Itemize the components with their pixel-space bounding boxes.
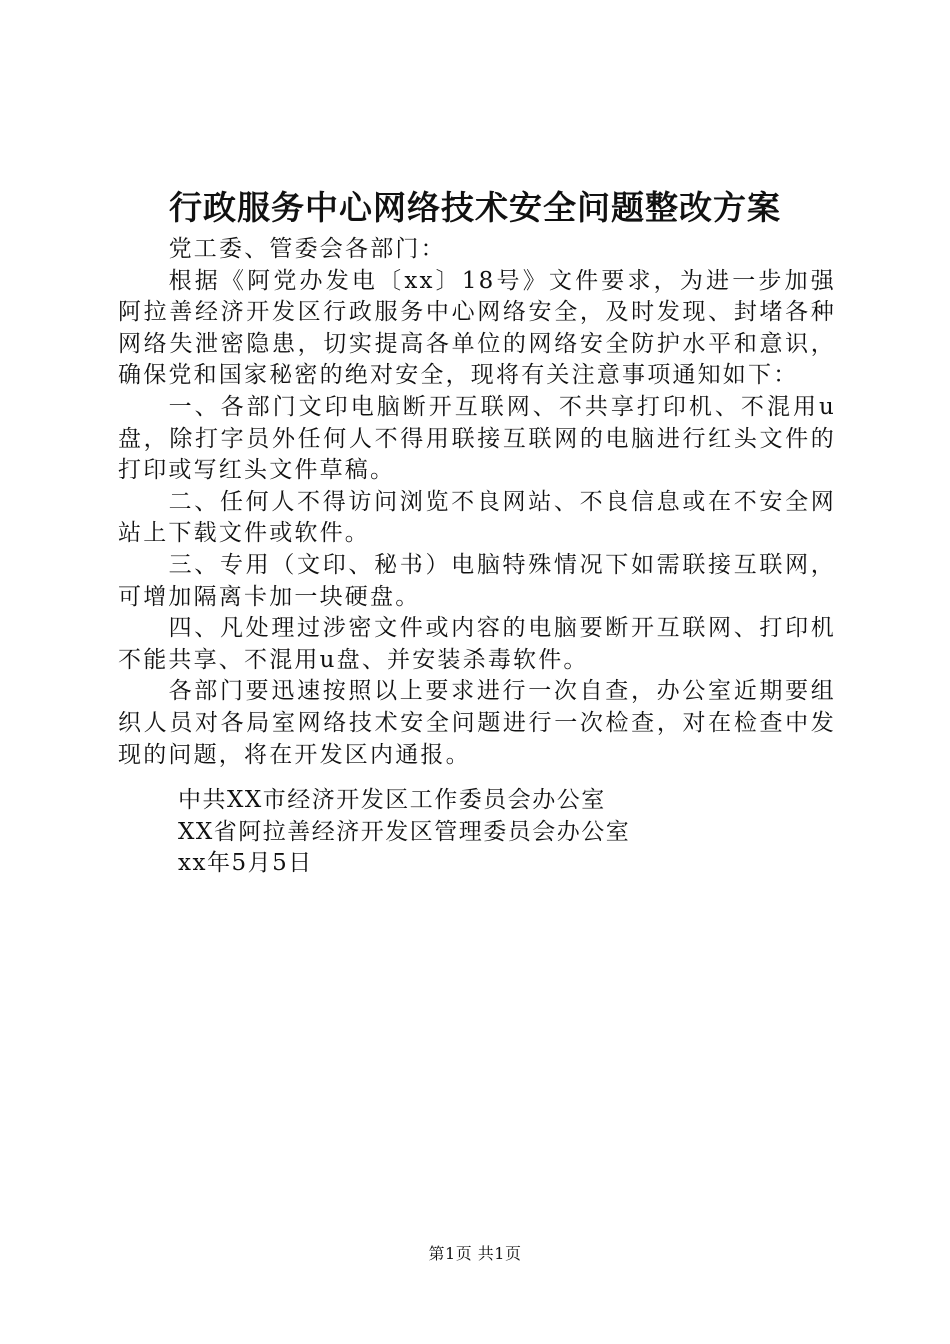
signature-date: xx年5月5日: [178, 850, 313, 877]
paragraph-item-3: 三、专用（文印、秘书）电脑特殊情况下如需联接互联网，可增加隔离卡加一块硬盘。: [118, 551, 836, 610]
document-title: 行政服务中心网络技术安全问题整改方案: [169, 188, 781, 227]
signature-line-1: 中共XX市经济开发区工作委员会办公室: [178, 787, 606, 813]
document-body: [118, 234, 836, 771]
page-number: 第1页 共1页: [428, 1244, 522, 1263]
paragraph-item-1: 一、各部门文印电脑断开互联网、不共享打印机、不混用u盘，除打字员外任何人不得用联接互联网的电脑进行红头文件的打印或写红头文件草稿。: [118, 393, 836, 484]
paragraph-item-2: 二、任何人不得访问浏览不良网站、不良信息或在不安全网站上下载文件或软件。: [118, 488, 836, 547]
signature-block: [178, 785, 630, 880]
paragraph-conclusion: 各部门要迅速按照以上要求进行一次自查，办公室近期要组织人员对各局室网络技术安全问题进行一次检查，对在检查中发现的问题，将在开发区内通报。: [118, 678, 836, 768]
salutation: 党工委、管委会各部门：: [168, 236, 446, 262]
paragraph-item-4: 四、凡处理过涉密文件或内容的电脑要断开互联网、打印机不能共享、不混用u盘、并安装杀毒软件。: [118, 615, 836, 673]
paragraph-intro: 根据《阿党办发电〔xx〕18号》文件要求，为进一步加强阿拉善经济开发区行政服务中心网络安全，及时发现、封堵各种网络失泄密隐患，切实提高各单位的网络安全防护水平和意识，确保党和国家秘密的绝对安全，现将有关注意事项通知如下：: [118, 267, 836, 389]
signature-line-2: XX省阿拉善经济开发区管理委员会办公室: [178, 818, 631, 845]
